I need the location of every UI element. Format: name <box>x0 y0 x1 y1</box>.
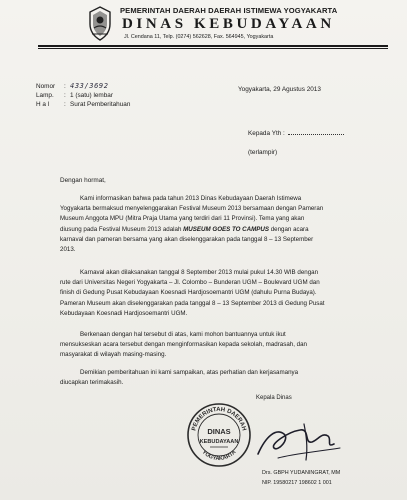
meta-nomor <box>36 82 109 90</box>
stamp-center-2: KEBUDAYAAN <box>199 439 239 445</box>
paragraph-line: diucapkan terimakasih. <box>60 379 124 387</box>
stamp-bottom-text: YOGYAKARTA <box>200 449 238 463</box>
letterhead-rule-thick <box>38 45 388 47</box>
paragraph-3 <box>60 330 356 361</box>
paragraph-line: Berkenaan dengan hal tersebut di atas, kami mohon bantuannya untuk ikut <box>80 331 286 338</box>
meta-lampiran <box>36 92 113 99</box>
paragraph-2 <box>60 268 356 319</box>
paragraph-line-emphasis: diusung pada Festival Museum 2013 adalah MUSEUM GOES TO CAMPUS dengan acara <box>60 225 309 233</box>
paragraph-line: Demikian pemberitahuan ini kami sampaikan, atas perhatian dan kerjasamanya <box>80 369 299 376</box>
paragraph-line: Kami informasikan bahwa pada tahun 2013 Dinas Kebudayaan Daerah Istimewa <box>80 195 302 202</box>
letterhead-address: Jl. Cendana 11, Telp. (0274) 562628, Fax. 564945, Yogyakarta <box>124 34 274 40</box>
paragraph-line: masyarakat di wilayah masing-masing. <box>60 351 167 359</box>
colon: : <box>64 83 66 90</box>
letterhead-government: PEMERINTAH DAERAH DAERAH ISTIMEWA YOGYAKARTA <box>120 6 338 15</box>
stamp-top-text: PEMERINTAH DAERAH <box>191 406 247 432</box>
signatory-nip: NIP. 19580217 198602 1 001 <box>262 480 332 486</box>
letter-date: Yogyakarta, 29 Agustus 2013 <box>238 86 321 93</box>
nomor-value: 433/3692 <box>70 82 109 90</box>
paragraph-line: Yogyakarta bermaksud menyelenggarakan Festival Museum 2013 bersamaan dengan Pameran <box>60 205 324 213</box>
paragraph-line: rute dari Universitas Negeri Yogyakarta – Jl. Colombo – Bunderan UGM – Boulevard UGM dan <box>60 279 320 287</box>
signature-icon <box>248 414 348 472</box>
paragraph-line: Karnaval akan dilaksanakan tanggal 8 September 2013 mulai pukul 14.30 WIB dengan <box>80 269 319 276</box>
paragraph-line: 2013. <box>60 246 76 254</box>
nomor-label: Nomor <box>36 83 56 90</box>
greeting: Dengan hormat, <box>60 177 106 184</box>
colon: : <box>64 92 66 99</box>
letterhead-rule-thin <box>38 48 388 49</box>
paragraph-line: karnaval dan pameran bersama yang akan diselenggarakan pada tanggal 8 – 13 September <box>60 235 314 243</box>
meta-hal <box>36 101 130 108</box>
recipient-dots <box>288 130 344 135</box>
recipient-label: Kepada Yth : <box>248 130 285 137</box>
recipient-line <box>248 130 344 137</box>
official-stamp-icon <box>186 402 252 468</box>
hal-label: H a l <box>36 101 50 108</box>
stamp-center-1: DINAS <box>207 427 231 436</box>
paragraph-4 <box>60 368 356 388</box>
paragraph-line: finish di Gedung Pusat Kebudayaan Koesnadi Hardjosoemantri UGM (dahulu Purna Budaya). <box>60 289 317 297</box>
event-title: MUSEUM GOES TO CAMPUS <box>183 225 269 233</box>
coat-of-arms-icon <box>86 6 114 42</box>
letterhead-agency: DINAS KEBUDAYAAN <box>122 16 335 32</box>
hal-value: Surat Pemberitahuan <box>70 101 131 108</box>
signatory-name: Drs. GBPH YUDANINGRAT, MM <box>262 470 341 476</box>
lamp-label: Lamp. <box>36 92 54 99</box>
lamp-value: 1 (satu) lembar <box>70 92 113 99</box>
paragraph-line: Kebudayaan Koesnadi Hardjosoemantri UGM. <box>60 309 188 317</box>
paragraph-1 <box>60 194 356 255</box>
recipient-attached: (terlampir) <box>248 149 278 156</box>
paragraph-line: mensukseskan acara tersebut dengan menginformasikan kepada sekolah, madrasah, dan <box>60 341 307 349</box>
paragraph-line: Museum Anggota MPU (Mitra Praja Utama yang terdiri dari 11 Provinsi). Tema yang akan <box>60 215 305 223</box>
colon: : <box>64 101 66 108</box>
paragraph-line: Pameran Museum akan diselenggarakan pada tanggal 8 – 13 September 2013 di Gedung Pusat <box>60 299 325 307</box>
signatory-title: Kepala Dinas <box>256 395 292 401</box>
